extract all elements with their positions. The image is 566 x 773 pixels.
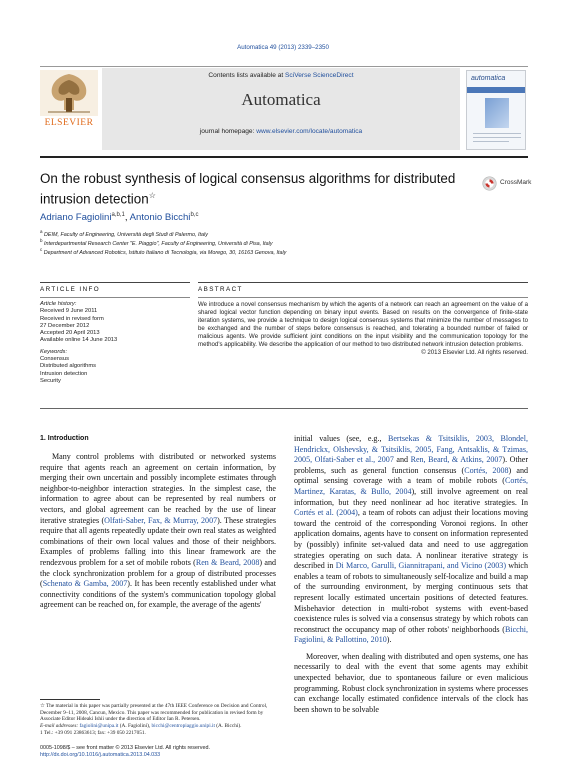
- cover-text-line: [473, 141, 509, 142]
- cover-text-line: [473, 133, 521, 134]
- email-link[interactable]: fagiolini@unipa.it: [79, 723, 119, 730]
- citation-link[interactable]: Cortés, Martinez, Karatas, & Bullo, 2004: [294, 476, 528, 496]
- contents-prefix: Contents lists available at: [208, 72, 286, 79]
- publisher-name: ELSEVIER: [44, 118, 94, 128]
- body-text: ). Other problems, such as general function consensus (: [294, 455, 528, 475]
- body-text: ).: [386, 635, 392, 645]
- body-paragraph: Moreover, when dealing with distributed and open systems, one has necessarily to deal with the event that some agents may exhibit unexpected behavior, due to spontaneous failure or even malicious programming. Robust clock synchronization in systems where processes can exchange locally estimated confidence intervals of the clock has been shown to be solvable: [294, 651, 528, 714]
- author-name[interactable]: Adriano Fagiolini: [40, 212, 112, 224]
- body-text: and: [393, 455, 411, 465]
- body-text: ) and optimal sensing coverage with a team of mobile robots (: [294, 465, 528, 486]
- abstract-text: We introduce a novel consensus mechanism by which the agents of a network can reach an agreement on the value of a shared logical vector function depending on binary input events. Based on results on the convergence of finite-state iteration systems, we provide a technique to design logical consensus systems that minimize the number of messages to be exchanged and the number of steps before consensus is reached, and tolerating a bounded number of failed or malicious agents. We provide sufficient joint conditions on the input visibility and the communication topology for the method's applicability. We describe the application of our method to two distributed network intrusion detection problems.: [198, 301, 528, 348]
- affiliation-mark: c: [40, 247, 43, 252]
- affiliation-text: Department of Advanced Robotics, Istituto Italiano di Tecnologia, via Morego, 30, 16163 Genova, Italy: [43, 249, 287, 256]
- keyword: Distributed algorithms: [40, 363, 97, 370]
- body-text: initial values (see, e.g.,: [294, 434, 388, 443]
- body-text: , a team of robots can adjust their locations moving toward the centroid of the corresponding Voronoi regions. In other application domains, agents have to consent on information represented by (possibly) infinite set-valued data and need to use aggregation strategies operating on such data. A nonlinear iterative strategy is described in: [294, 508, 529, 571]
- history-line: Available online 14 June 2013: [40, 337, 118, 344]
- affiliation-text: DEIM, Faculty of Engineering, Università degli Studi di Palermo, Italy: [44, 231, 208, 238]
- journal-header-band: [102, 68, 460, 150]
- footnote-rule: [40, 699, 100, 700]
- history-line: Accepted 20 April 2013: [40, 330, 100, 337]
- journal-name: Automatica: [241, 90, 321, 109]
- citation-link[interactable]: Cortés et al. (2004): [294, 508, 358, 518]
- article-title-text: On the robust synthesis of logical consensus algorithms for distributed intrusion detection: [40, 171, 456, 207]
- affiliation: [40, 238, 273, 247]
- cover-text-line: [473, 137, 521, 138]
- sciencedirect-link[interactable]: SciVerse ScienceDirect: [285, 72, 354, 79]
- author-affiliation-marks: a,b,1: [111, 212, 125, 218]
- abstract-subrule: [198, 297, 528, 298]
- cover-image: [485, 98, 509, 128]
- history-line: 27 December 2012: [40, 322, 90, 329]
- abstract-text-block: [198, 301, 528, 357]
- footnote-star: ☆ The material in this paper was partially presented at the 47th IEEE Conference on Decision and Control, December 9–11, 2008, Cancun, Mexico. This paper was recommended for publication in revised form by Associate Editor Hideaki Ishii under the direction of Editor Ian R. Petersen.: [40, 703, 268, 723]
- body-text: ). These strategies require that all agents repeatedly update their own real states as weighted combinations of their own local values and those of their neighbors. Examples of problems falling into this linear framework are the rendezvous problem for a set of mobile robots (: [40, 515, 276, 567]
- front-matter-bottom-rule: [40, 408, 528, 409]
- cover-band: [467, 87, 525, 93]
- citation-link[interactable]: Schenato & Gamba, 2007: [42, 579, 128, 589]
- footnote-emails: [40, 723, 276, 730]
- citation-link[interactable]: Ren, Beard, & Atkins, 2007: [410, 455, 503, 465]
- abstract-heading: ABSTRACT: [198, 286, 243, 293]
- doi-link[interactable]: http://dx.doi.org/10.1016/j.automatica.2013.04.033: [40, 752, 161, 758]
- crossmark-label: CrossMark: [500, 179, 532, 186]
- introduction-heading: 1. Introduction: [40, 435, 89, 442]
- citation-link[interactable]: Olfati-Saber, Fax, & Murray, 2007: [104, 515, 218, 525]
- affiliation-text: Interdepartmental Research Center "E. Piaggio", Faculty of Engineering, Università di Pisa, Italy: [44, 240, 273, 247]
- article-info-heading: ARTICLE INFO: [40, 286, 101, 293]
- history-line: Received in revised form: [40, 315, 104, 322]
- affiliation-mark: b: [40, 238, 43, 243]
- email-owner: (A. Bicchi).: [214, 723, 242, 730]
- footnote-1: 1 Tel.: +39 091 23863613; fax: +39 050 2217051.: [40, 729, 146, 736]
- citation-link[interactable]: Ren & Beard, 2008: [195, 557, 260, 567]
- body-text: ) and the clock synchronization problem for a group of distributed processes (: [40, 557, 277, 589]
- author-affiliation-marks: b,c: [190, 212, 199, 218]
- journal-cover-thumbnail: [466, 70, 526, 150]
- email-link[interactable]: bicchi@centropiaggio.unipi.it: [151, 723, 215, 730]
- crossmark-icon: [482, 176, 497, 191]
- affiliation-mark: a: [40, 229, 43, 234]
- keyword: Consensus: [40, 356, 70, 363]
- affiliation: [40, 247, 286, 256]
- citation-link[interactable]: Bertsekas & Tsitsiklis, 2003, Blondel, Hendrickx, Olshevsky, & Tsitsiklis, 2005, Fang, Antsaklis, & Tzimas, 2005, Olfati-Saber et al., 2007: [294, 434, 528, 465]
- intro-right-column: [294, 434, 528, 715]
- crossmark-badge[interactable]: [482, 176, 546, 192]
- history-label: Article history:: [40, 301, 77, 307]
- body-text: ). It has been recently established under what connectivity conditions of the system's communication topology global agreement can be reached on, for example, the average of the agents': [40, 579, 276, 610]
- body-text: Many control problems with distributed or networked systems require that agents reach an agreement on certain information, by merging their own uncertain and possibly incomplete estimates through neighbor-to-neighbor interaction strategies. In the simplest case, the information to agree about can be represented by real numbers or vectors, and global agreement can be reached by the use of linear iterative strategies (: [40, 452, 276, 525]
- contents-available-line: [102, 72, 460, 79]
- history-line: Received 9 June 2011: [40, 308, 98, 315]
- header-top-rule: [40, 66, 528, 67]
- keywords-label: Keywords:: [40, 348, 68, 355]
- intro-left-column: [40, 452, 276, 611]
- body-text: ), still involve agreement on real information, but they need nonlinear ad hoc iterative strategies. In: [294, 486, 529, 507]
- citation-link[interactable]: Cortés, 2008: [464, 465, 509, 475]
- email-label: E-mail addresses:: [40, 723, 80, 730]
- author-separator: ,: [124, 212, 130, 224]
- citation-link[interactable]: Di Marco, Garulli, Giannitrapani, and Vicino (2003): [335, 561, 506, 571]
- abstract-rule: [198, 282, 528, 283]
- article-info-block: [40, 301, 190, 385]
- elsevier-tree-logo: [40, 70, 98, 148]
- cover-title: automatica: [471, 75, 506, 82]
- journal-homepage-link[interactable]: www.elsevier.com/locate/automatica: [256, 128, 363, 135]
- journal-reference[interactable]: Automatica 49 (2013) 2339–2350: [237, 44, 329, 51]
- homepage-prefix: journal homepage:: [199, 128, 257, 135]
- body-text: which enables a team of robots to simultaneously self-localize and build a map of the surrounding environment, by merging continuous sets that represent locally estimated uncertain positions of detected features. Misbehavior detection in multi-robot systems with event-based coexistence rules is solved via a consensus strategy by which robots can reconstruct the occupancy map of other robots' neighborhoods (: [294, 561, 528, 634]
- issn-line: 0005-1098/$ – see front matter © 2013 Elsevier Ltd. All rights reserved.: [40, 745, 210, 751]
- keyword: Intrusion detection: [40, 370, 88, 377]
- header-bottom-rule: [40, 156, 528, 158]
- author-list: [40, 212, 198, 223]
- article-info-subrule: [40, 297, 190, 298]
- citation-link[interactable]: Bicchi, Fagiolini, & Pallottino, 2010: [294, 624, 528, 645]
- keyword: Security: [40, 377, 61, 384]
- email-owner: (A. Fagiolini),: [118, 723, 152, 730]
- bottom-metadata: [40, 745, 340, 759]
- title-footnote-mark[interactable]: ☆: [148, 191, 156, 200]
- article-title: [40, 170, 460, 207]
- affiliation: [40, 229, 208, 238]
- footnotes: [40, 703, 276, 737]
- article-info-rule: [40, 282, 190, 283]
- journal-homepage-line: [102, 128, 460, 135]
- author-name[interactable]: Antonio Bicchi: [129, 212, 191, 224]
- abstract-copyright: © 2013 Elsevier Ltd. All rights reserved.: [421, 349, 528, 356]
